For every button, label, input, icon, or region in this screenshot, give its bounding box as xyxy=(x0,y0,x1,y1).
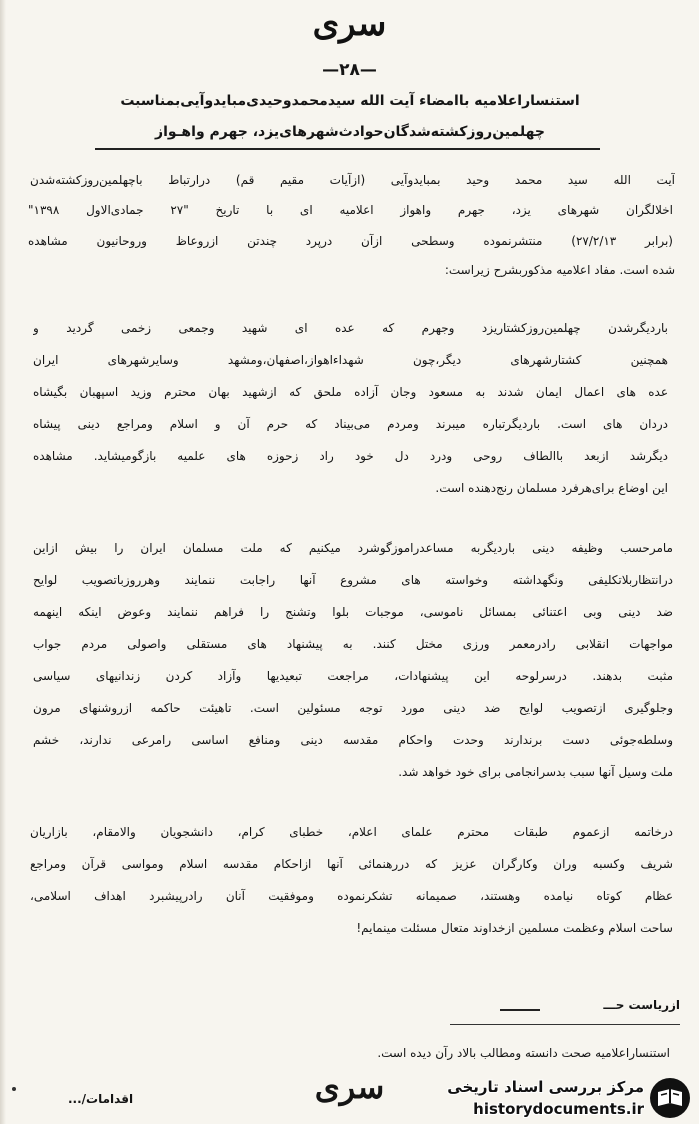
body-line: اخلالگران شهرهای یزد، جهرم واهواز اعلامیه ای با تاریخ "۲۷ جمادی‌الاول ۱۳۹۸" xyxy=(28,203,673,217)
body-line: باردیگرشدن چهلمین‌روزکشتاریزد وجهرم که عده ای شهید وجمعی زخمی گردید و xyxy=(33,321,668,335)
watermark-title: مرکز بررسی اسناد تاریخی xyxy=(447,1078,644,1096)
signature-dash xyxy=(500,1009,540,1011)
title-underline xyxy=(95,148,600,150)
action-note: اقدامات/... xyxy=(68,1092,134,1106)
body-line: این اوضاع برای‌هرفرد مسلمان رنج‌دهنده است. xyxy=(435,481,668,495)
secret-stamp-bottom: سری xyxy=(314,1068,385,1106)
body-line: مثبت بدهند. درسرلوحه این پیشنهادات، مراجعت تبعیدیها وآزاد کردن زندانیهای سیاسی xyxy=(33,669,673,683)
secret-stamp-top: سری xyxy=(312,4,387,44)
body-line: ضد دینی وبی اعتنائی بمسائل ناموسی، موجبات بلوا وتشنج را فراهم ننمایند وعوض اینکه اینهمه xyxy=(33,605,673,619)
signature-label: ازریاست حـــ xyxy=(603,998,680,1012)
page-number: —۲۸— xyxy=(322,60,377,80)
body-line: ملت وسیل آنها سبب بدسرانجامی برای خود خواهد شد. xyxy=(398,765,673,779)
book-logo-icon xyxy=(648,1076,692,1120)
body-line: عده های اعمال ایمان شدند به مسعود وجان آزاده ملحق که ازشهید بهان محترم وزید اسپهبان بگیشاه xyxy=(33,385,668,399)
body-line: درخاتمه ازعموم طبقات محترم علمای اعلام، خطبای کرام، دانشجویان والامقام، بازاریان xyxy=(30,825,673,839)
scan-edge-shadow xyxy=(0,0,6,1124)
body-line: شده است. مفاد اعلامیه مذکوربشرح زیراست: xyxy=(444,263,675,277)
body-line: وسلطه‌جوئی دست برندارند وحدت واحکام مقدسه دینی ومنافع اساسی رامرعی ندارند، خشم xyxy=(33,733,673,747)
body-line: دردان های است. باردیگرتباره میبرند ومردم می‌بیناد که حرم آن و اسلام ومراجع دینی پیشاه xyxy=(33,417,668,431)
body-line: دیگرشد ازبعد باالطاف روحی ودرد دل خود راد زحوزه های علمیه بازگومیشاید. مشاهده xyxy=(33,449,668,463)
archive-watermark xyxy=(424,1076,692,1122)
document-title-line-2: چهلمین‌روزکشته‌شدگان‌حوادث‌شهرهای‌یزد، جهرم واهـواز xyxy=(155,124,545,140)
signature-underline xyxy=(450,1024,680,1025)
document-title-line-1: استنساراعلامیه باامضاء آیت الله سیدمحمدوحیدی‌مبایدوآیی‌بمناسبت xyxy=(120,93,580,109)
body-line: عظام کوتاه نیامده وهستند، صمیمانه تشکرنموده وموفقیت آنان رادرپیشبرد اهداف اسلامی، xyxy=(30,889,673,903)
body-line: همچنین کشتارشهرهای دیگر،چون شهداءاهواز،اصفهان،ومشهد وسایرشهرهای ایران xyxy=(33,353,668,367)
margin-dot xyxy=(12,1087,16,1091)
body-line: ساحت اسلام وعظمت مسلمین ازخداوند متعال مسئلت مینمایم! xyxy=(356,921,673,935)
watermark-url: historydocuments.ir xyxy=(473,1100,644,1118)
body-line: (برابر ۲۷/۲/۱۳) منتشرنموده وسطحی ازآن درپرد چندتن ازروعاظ وروحانیون مشاهده‌ xyxy=(28,234,673,248)
body-line: وجلوگیری ازتصویب لوایح ضد دینی مورد توجه مسئولین است. تاهیئت حاکمه ازروشنهای مرون xyxy=(33,701,673,715)
body-line: شریف وکسبه وران وکارگران عزیز که دررهنمائی آنها ازاحکام مقدسه اسلام ومواسی قرآن ومراجع xyxy=(30,857,673,871)
body-line: مواجهات انقلابی رادرمعمر ورزی مختل کنند. به پیشنهاد های مستقلی واصولی مردم جواب xyxy=(33,637,673,651)
body-line: آیت الله سید محمد وحید بمبایدوآیی (ازآیات مقیم قم) درارتباط باچهلمین‌روزکشته‌شدن xyxy=(30,173,675,187)
body-line: مامرحسب وظیفه دینی باردیگربه مساعدراموزگوشرد میکنیم که ملت مسلمان ایران را بیش ازاین xyxy=(33,541,673,555)
body-line: درانتظاربلاتکلیفی ونگهداشته وخواسته های مشروع آنها راجابت ننمایند وهرروزباتصویب لوایح xyxy=(33,573,673,587)
closing-note: استنساراعلامیه صحت دانسته ومطالب بالاد رآن دیده است. xyxy=(377,1046,670,1060)
